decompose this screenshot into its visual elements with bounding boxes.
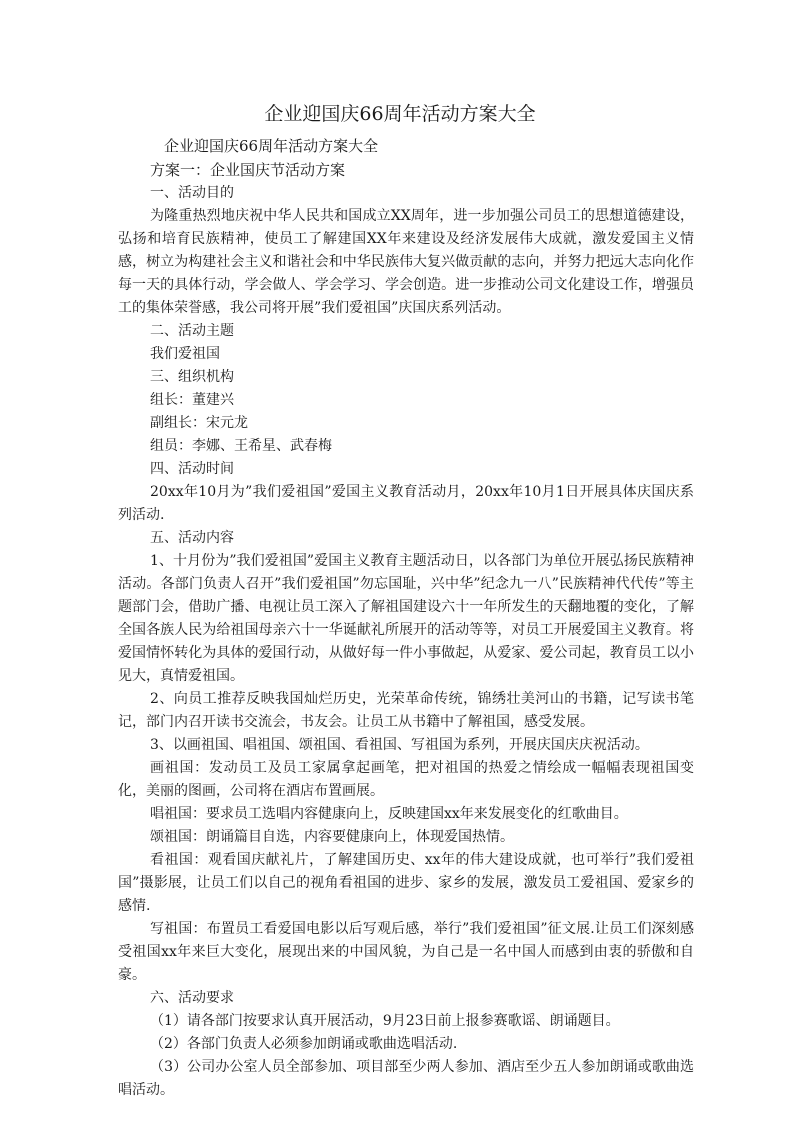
requirement-1: （1）请各部门按要求认真开展活动，9月23日前上报参赛歌谣、朗诵题目。 <box>150 1013 620 1029</box>
content-draw: 画祖国：发动员工及员工家属拿起画笔，把对祖国的热爱之情绘成一幅幅表现祖国变化，美丽的图画，公司将在酒店布置画展。 <box>118 760 694 799</box>
section-heading-requirements: 六、活动要求 <box>150 990 234 1006</box>
time-paragraph: 20xx年10月为”我们爱祖国”爱国主义教育活动月，20xx年10月1日开展具体庆国庆系列活动. <box>118 484 694 523</box>
org-deputy: 副组长：宋元龙 <box>150 415 248 431</box>
content-item-3: 3、以画祖国、唱祖国、颂祖国、看祖国、写祖国为系列，开展庆国庆庆祝活动。 <box>150 737 649 753</box>
scheme-title: 方案一：企业国庆节活动方案 <box>150 161 346 179</box>
org-members: 组员：李娜、王希星、武春梅 <box>150 438 332 454</box>
requirement-2: （2）各部门负责人必须参加朗诵或歌曲选唱活动. <box>150 1036 458 1052</box>
content-watch: 看祖国：观看国庆献礼片，了解建国历史、xx年的伟大建设成就，也可举行”我们爱祖国”摄影展，让员工们以自己的视角看祖国的进步、家乡的发展，激发员工爱祖国、爱家乡的感情. <box>118 852 694 914</box>
section-heading-purpose: 一、活动目的 <box>150 185 234 201</box>
content-write: 写祖国：布置员工看爱国电影以后写观后感，举行”我们爱祖国”征文展.让员工们深刻感受祖国xx年来巨大变化，展现出来的中国风貌，为自己是一名中国人而感到由衷的骄傲和自豪。 <box>118 921 694 983</box>
org-leader: 组长：董建兴 <box>150 392 234 408</box>
purpose-paragraph: 为隆重热烈地庆祝中华人民共和国成立XX周年，进一步加强公司员工的思想道德建设，弘扬和培育民族精神，使员工了解建国XX年来建设及经济发展伟大成就，激发爱国主义情感，树立为构建社会主义和谐社会和中华民族伟大复兴做贡献的志向，并努力把远大志向化作每一天的具体行动，学会做人、学会学习、学会创造。进一步推动公司文化建设工作，增强员工的集体荣誉感，我公司将开展”我们爱祖国”庆国庆系列活动。 <box>118 208 694 316</box>
theme-text: 我们爱祖国 <box>150 346 220 362</box>
content-recite: 颂祖国：朗诵篇目自选，内容要健康向上，体现爱国热情。 <box>150 829 514 845</box>
content-item-2: 2、向员工推荐反映我国灿烂历史，光荣革命传统，锦绣壮美河山的书籍，记写读书笔记，部门内召开读书交流会，书友会。让员工从书籍中了解祖国，感受发展。 <box>118 691 694 730</box>
section-heading-organization: 三、组织机构 <box>150 369 234 385</box>
subtitle: 企业迎国庆66周年活动方案大全 <box>164 137 379 155</box>
document-body <box>118 134 694 1102</box>
requirement-3: （3）公司办公室人员全部参加、项目部至少两人参加、酒店至少五人参加朗诵或歌曲选唱活动。 <box>118 1059 694 1098</box>
section-heading-time: 四、活动时间 <box>150 461 234 477</box>
section-heading-content: 五、活动内容 <box>150 530 234 546</box>
content-sing: 唱祖国：要求员工选唱内容健康向上，反映建国xx年来发展变化的红歌曲目。 <box>150 806 628 822</box>
content-item-1: 1、十月份为”我们爱祖国”爱国主义教育主题活动日，以各部门为单位开展弘扬民族精神活动。各部门负责人召开”我们爱祖国”勿忘国耻，兴中华”纪念九一八”民族精神代代传”等主题部门会，借助广播、电视让员工深入了解祖国建设六十一年所发生的天翻地覆的变化，了解全国各族人民为给祖国母亲六十一华诞献礼所展开的活动等等，对员工开展爱国主义教育。将爱国情怀转化为具体的爱国行动，从做好每一件小事做起，从爱家、爱公司起，教育员工以小见大，真情爱祖国。 <box>118 553 694 684</box>
section-heading-theme: 二、活动主题 <box>150 323 234 339</box>
document-title: 企业迎国庆66周年活动方案大全 <box>264 103 536 125</box>
